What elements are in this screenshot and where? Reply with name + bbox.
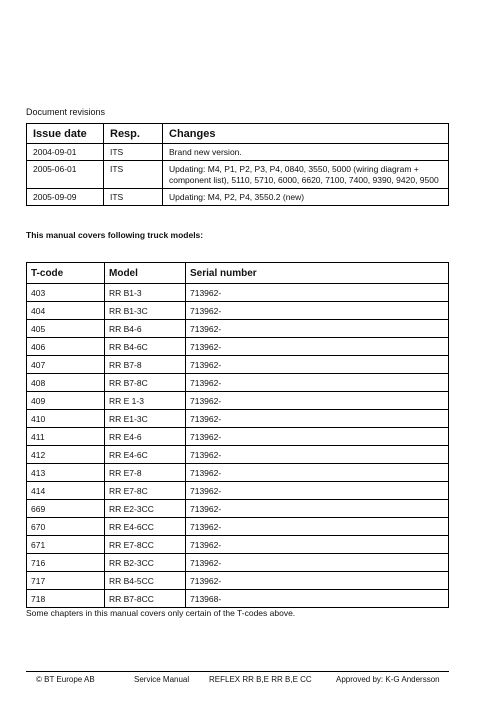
model-row [27,428,449,446]
model-row [27,374,449,392]
model-name: RR B4-6 [105,320,186,338]
revisions-caption: Document revisions [26,107,106,117]
model-serial: 713962- [186,356,449,374]
revisions-header-resp: Resp. [104,124,163,144]
footer-doc-type: Service Manual [134,675,190,684]
model-serial: 713962- [186,464,449,482]
model-row [27,356,449,374]
model-row [27,500,449,518]
revision-resp: ITS [104,189,163,206]
models-header-tcode: T-code [27,263,105,284]
models-table [26,262,449,608]
model-name: RR E7-8CC [105,536,186,554]
footer-product: REFLEX RR B,E RR B,E CC [209,675,312,684]
model-serial: 713962- [186,572,449,590]
model-tcode: 413 [27,464,105,482]
model-row [27,572,449,590]
model-tcode: 403 [27,284,105,302]
model-tcode: 671 [27,536,105,554]
model-row [27,590,449,608]
model-tcode: 718 [27,590,105,608]
model-name: RR B7-8 [105,356,186,374]
model-name: RR E 1-3 [105,392,186,410]
revision-row [27,161,449,189]
model-row [27,302,449,320]
models-body [27,284,449,608]
revisions-header-changes: Changes [163,124,449,144]
model-tcode: 404 [27,302,105,320]
revision-date: 2005-06-01 [27,161,104,189]
revision-date: 2005-09-09 [27,189,104,206]
model-name: RR E4-6CC [105,518,186,536]
revisions-body [27,144,449,206]
revision-changes: Updating: M4, P1, P2, P3, P4, 0840, 3550, 5000 (wiring diagram + component list), 5110, 5710, 6000, 6620, 7100, 7400, 9390, 9420, 9500 [163,161,449,189]
model-tcode: 409 [27,392,105,410]
models-title: This manual covers following truck models: [26,230,204,240]
model-name: RR E1-3C [105,410,186,428]
model-name: RR B4-5CC [105,572,186,590]
revision-changes: Brand new version. [163,144,449,161]
models-header-row [27,263,449,284]
model-serial: 713962- [186,338,449,356]
model-serial: 713962- [186,500,449,518]
model-row [27,320,449,338]
model-tcode: 670 [27,518,105,536]
model-tcode: 717 [27,572,105,590]
model-row [27,536,449,554]
model-tcode: 412 [27,446,105,464]
model-serial: 713962- [186,320,449,338]
model-name: RR E7-8 [105,464,186,482]
model-tcode: 407 [27,356,105,374]
model-row [27,284,449,302]
footer-company: © BT Europe AB [36,675,95,684]
model-name: RR E4-6C [105,446,186,464]
model-row [27,464,449,482]
model-tcode: 411 [27,428,105,446]
model-name: RR E4-6 [105,428,186,446]
model-row [27,338,449,356]
revision-date: 2004-09-01 [27,144,104,161]
models-header-serial: Serial number [186,263,449,284]
revisions-header-row [27,124,449,144]
model-tcode: 406 [27,338,105,356]
revision-resp: ITS [104,161,163,189]
model-serial: 713962- [186,482,449,500]
model-serial: 713962- [186,536,449,554]
model-serial: 713968- [186,590,449,608]
model-row [27,392,449,410]
revision-changes: Updating: M4, P2, P4, 3550.2 (new) [163,189,449,206]
model-serial: 713962- [186,284,449,302]
footer-divider [26,671,449,672]
models-note: Some chapters in this manual covers only certain of the T-codes above. [26,608,296,618]
model-serial: 713962- [186,446,449,464]
model-tcode: 716 [27,554,105,572]
model-name: RR E7-8C [105,482,186,500]
model-row [27,410,449,428]
revision-row [27,144,449,161]
model-tcode: 414 [27,482,105,500]
revisions-table [26,123,449,206]
model-row [27,482,449,500]
model-name: RR B4-6C [105,338,186,356]
model-row [27,446,449,464]
model-name: RR B1-3C [105,302,186,320]
model-name: RR B1-3 [105,284,186,302]
model-tcode: 669 [27,500,105,518]
model-tcode: 410 [27,410,105,428]
model-tcode: 408 [27,374,105,392]
model-row [27,518,449,536]
revisions-header-date: Issue date [27,124,104,144]
models-header-model: Model [105,263,186,284]
model-name: RR B2-3CC [105,554,186,572]
revision-row [27,189,449,206]
model-name: RR E2-3CC [105,500,186,518]
model-name: RR B7-8CC [105,590,186,608]
model-serial: 713962- [186,302,449,320]
revision-resp: ITS [104,144,163,161]
model-row [27,554,449,572]
model-name: RR B7-8C [105,374,186,392]
model-tcode: 405 [27,320,105,338]
model-serial: 713962- [186,554,449,572]
footer-approved: Approved by: K-G Andersson [336,675,440,684]
model-serial: 713962- [186,428,449,446]
model-serial: 713962- [186,392,449,410]
model-serial: 713962- [186,410,449,428]
model-serial: 713962- [186,518,449,536]
model-serial: 713962- [186,374,449,392]
